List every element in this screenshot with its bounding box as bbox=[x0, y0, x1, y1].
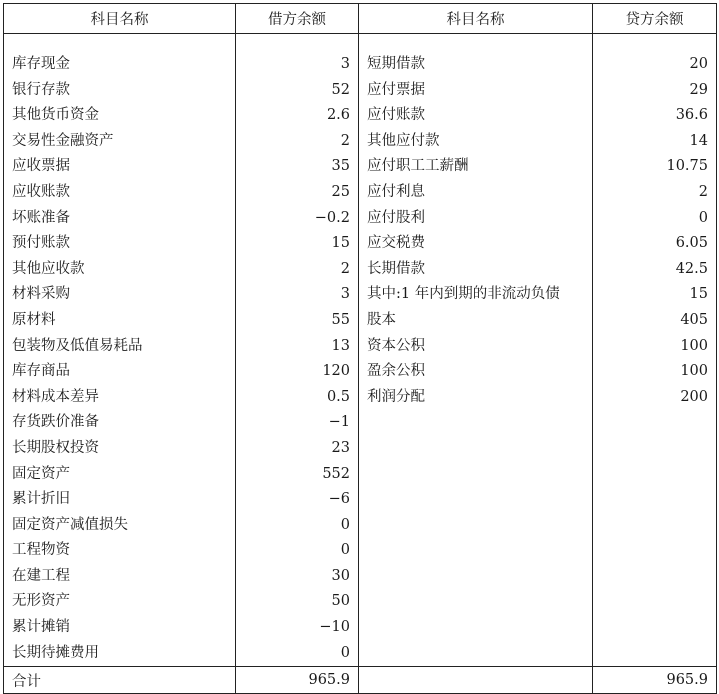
debit-account-name-header: 科目名称 bbox=[4, 4, 236, 34]
table-row bbox=[4, 129, 717, 155]
table-row bbox=[4, 462, 717, 488]
debit-balance-value: 2.6 bbox=[236, 103, 359, 129]
credit-account-name: 长期借款 bbox=[359, 257, 593, 283]
spacer-row bbox=[4, 34, 717, 53]
trial-balance-table bbox=[3, 3, 717, 694]
credit-account-name bbox=[359, 641, 593, 667]
credit-balance-value bbox=[593, 589, 717, 615]
table-row bbox=[4, 78, 717, 104]
credit-account-name: 股本 bbox=[359, 308, 593, 334]
credit-account-name bbox=[359, 462, 593, 488]
debit-account-name: 包装物及低值易耗品 bbox=[4, 334, 236, 360]
table-row bbox=[4, 513, 717, 539]
debit-balance-value: 552 bbox=[236, 462, 359, 488]
debit-account-name: 交易性金融资产 bbox=[4, 129, 236, 155]
credit-balance-value: 100 bbox=[593, 334, 717, 360]
debit-account-name: 坏账准备 bbox=[4, 206, 236, 232]
debit-balance-value: 52 bbox=[236, 78, 359, 104]
credit-balance-header: 贷方余额 bbox=[593, 4, 717, 34]
credit-balance-value: 14 bbox=[593, 129, 717, 155]
ledger-body bbox=[4, 34, 717, 667]
table-row bbox=[4, 180, 717, 206]
debit-account-name: 在建工程 bbox=[4, 564, 236, 590]
credit-balance-value: 15 bbox=[593, 282, 717, 308]
debit-account-name: 材料成本差异 bbox=[4, 385, 236, 411]
table-row bbox=[4, 487, 717, 513]
credit-account-name bbox=[359, 513, 593, 539]
credit-account-name: 资本公积 bbox=[359, 334, 593, 360]
debit-account-name: 银行存款 bbox=[4, 78, 236, 104]
credit-balance-value bbox=[593, 436, 717, 462]
table-row bbox=[4, 103, 717, 129]
table-row bbox=[4, 282, 717, 308]
debit-balance-value: 2 bbox=[236, 129, 359, 155]
credit-total-value: 965.9 bbox=[593, 667, 717, 694]
table-row bbox=[4, 308, 717, 334]
credit-account-name: 应付票据 bbox=[359, 78, 593, 104]
debit-account-name: 累计摊销 bbox=[4, 615, 236, 641]
debit-balance-value: −0.2 bbox=[236, 206, 359, 232]
total-label: 合计 bbox=[4, 667, 236, 694]
total-row bbox=[4, 667, 717, 694]
credit-account-name bbox=[359, 564, 593, 590]
debit-total-value: 965.9 bbox=[236, 667, 359, 694]
debit-balance-value: 120 bbox=[236, 359, 359, 385]
credit-balance-value: 10.75 bbox=[593, 154, 717, 180]
debit-account-name: 固定资产 bbox=[4, 462, 236, 488]
debit-account-name: 材料采购 bbox=[4, 282, 236, 308]
credit-account-name: 应付股利 bbox=[359, 206, 593, 232]
debit-balance-value: 0 bbox=[236, 641, 359, 667]
table-row bbox=[4, 257, 717, 283]
debit-account-name: 长期股权投资 bbox=[4, 436, 236, 462]
credit-balance-value: 0 bbox=[593, 206, 717, 232]
credit-balance-value: 6.05 bbox=[593, 231, 717, 257]
credit-account-name: 应付利息 bbox=[359, 180, 593, 206]
credit-balance-value bbox=[593, 564, 717, 590]
credit-balance-value: 2 bbox=[593, 180, 717, 206]
debit-balance-value: 0.5 bbox=[236, 385, 359, 411]
debit-balance-value: 3 bbox=[236, 52, 359, 78]
credit-balance-value: 29 bbox=[593, 78, 717, 104]
debit-account-name: 无形资产 bbox=[4, 589, 236, 615]
debit-balance-value: −1 bbox=[236, 410, 359, 436]
debit-balance-value: 2 bbox=[236, 257, 359, 283]
credit-balance-value bbox=[593, 513, 717, 539]
debit-balance-value: 13 bbox=[236, 334, 359, 360]
table-row bbox=[4, 334, 717, 360]
credit-balance-value: 36.6 bbox=[593, 103, 717, 129]
debit-account-name: 长期待摊费用 bbox=[4, 641, 236, 667]
debit-balance-value: −6 bbox=[236, 487, 359, 513]
credit-balance-value bbox=[593, 538, 717, 564]
table-row bbox=[4, 641, 717, 667]
debit-balance-value: −10 bbox=[236, 615, 359, 641]
credit-account-name bbox=[359, 436, 593, 462]
debit-balance-value: 0 bbox=[236, 538, 359, 564]
table-row bbox=[4, 410, 717, 436]
credit-account-name bbox=[359, 410, 593, 436]
table-row bbox=[4, 154, 717, 180]
credit-balance-value bbox=[593, 410, 717, 436]
debit-account-name: 固定资产减值损失 bbox=[4, 513, 236, 539]
credit-account-name bbox=[359, 615, 593, 641]
credit-account-name: 短期借款 bbox=[359, 52, 593, 78]
credit-account-name bbox=[359, 538, 593, 564]
debit-account-name: 其他应收款 bbox=[4, 257, 236, 283]
credit-account-name bbox=[359, 589, 593, 615]
debit-account-name: 存货跌价准备 bbox=[4, 410, 236, 436]
table-row bbox=[4, 206, 717, 232]
credit-balance-value: 200 bbox=[593, 385, 717, 411]
debit-account-name: 累计折旧 bbox=[4, 487, 236, 513]
debit-account-name: 其他货币资金 bbox=[4, 103, 236, 129]
table-row bbox=[4, 564, 717, 590]
debit-balance-value: 0 bbox=[236, 513, 359, 539]
debit-balance-value: 23 bbox=[236, 436, 359, 462]
credit-account-name bbox=[359, 487, 593, 513]
debit-balance-header: 借方余额 bbox=[236, 4, 359, 34]
credit-account-name: 利润分配 bbox=[359, 385, 593, 411]
debit-account-name: 应收账款 bbox=[4, 180, 236, 206]
debit-account-name: 应收票据 bbox=[4, 154, 236, 180]
credit-balance-value: 20 bbox=[593, 52, 717, 78]
credit-account-name: 其中:1 年内到期的非流动负债 bbox=[359, 282, 593, 308]
table-row bbox=[4, 231, 717, 257]
table-row bbox=[4, 385, 717, 411]
debit-account-name: 工程物资 bbox=[4, 538, 236, 564]
credit-balance-value: 100 bbox=[593, 359, 717, 385]
debit-account-name: 库存现金 bbox=[4, 52, 236, 78]
header-row bbox=[4, 4, 717, 34]
debit-balance-value: 50 bbox=[236, 589, 359, 615]
table-row bbox=[4, 359, 717, 385]
credit-balance-value bbox=[593, 462, 717, 488]
credit-balance-value bbox=[593, 641, 717, 667]
credit-account-name-header: 科目名称 bbox=[359, 4, 593, 34]
credit-total-label bbox=[359, 667, 593, 694]
table-row bbox=[4, 589, 717, 615]
credit-balance-value: 42.5 bbox=[593, 257, 717, 283]
debit-account-name: 库存商品 bbox=[4, 359, 236, 385]
debit-balance-value: 25 bbox=[236, 180, 359, 206]
credit-balance-value bbox=[593, 487, 717, 513]
credit-balance-value bbox=[593, 615, 717, 641]
credit-account-name: 应付职工工薪酬 bbox=[359, 154, 593, 180]
credit-account-name: 其他应付款 bbox=[359, 129, 593, 155]
table-row bbox=[4, 436, 717, 462]
debit-balance-value: 3 bbox=[236, 282, 359, 308]
debit-balance-value: 35 bbox=[236, 154, 359, 180]
table-row bbox=[4, 52, 717, 78]
debit-account-name: 预付账款 bbox=[4, 231, 236, 257]
credit-balance-value: 405 bbox=[593, 308, 717, 334]
credit-account-name: 应付账款 bbox=[359, 103, 593, 129]
credit-account-name: 应交税费 bbox=[359, 231, 593, 257]
table-row bbox=[4, 615, 717, 641]
credit-account-name: 盈余公积 bbox=[359, 359, 593, 385]
debit-account-name: 原材料 bbox=[4, 308, 236, 334]
debit-balance-value: 15 bbox=[236, 231, 359, 257]
debit-balance-value: 55 bbox=[236, 308, 359, 334]
table-row bbox=[4, 538, 717, 564]
debit-balance-value: 30 bbox=[236, 564, 359, 590]
